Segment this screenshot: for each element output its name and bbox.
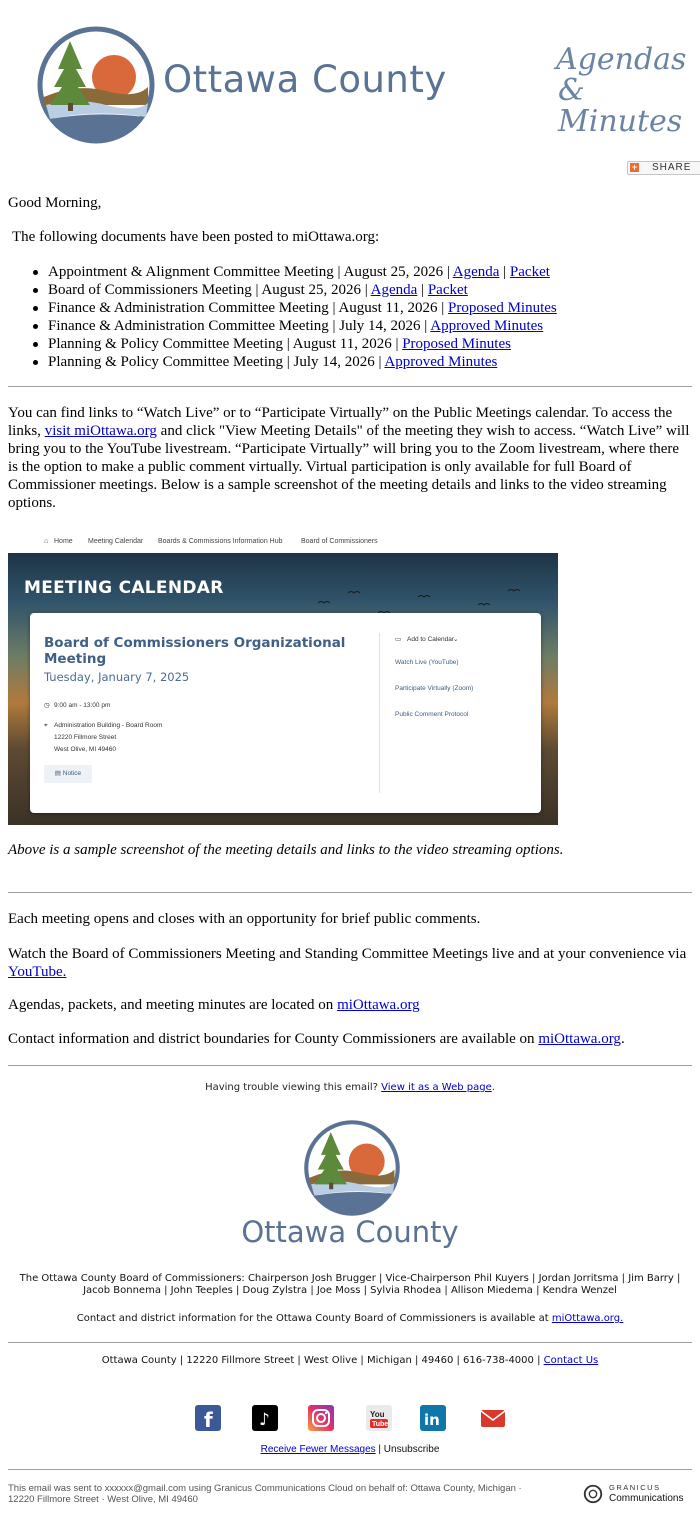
location-icon: ⌖: [44, 722, 48, 729]
doc-text: Finance & Administration Committee Meeting | August 11, 2026 |: [48, 300, 449, 316]
agendas-text: Agendas, packets, and meeting minutes are located on: [8, 997, 338, 1013]
notice-label: Notice: [62, 770, 82, 777]
ottawa-county-logo: [36, 25, 156, 145]
contact-paragraph: [8, 1031, 625, 1048]
board-line1: The Ottawa County Board of Commissioners: Chairperson Josh Brugger | Vice-Chairperson Phil Kuyers | Jordan Jorritsma | Jim Barry |: [19, 1273, 681, 1284]
divider: [8, 386, 692, 387]
list-item: [48, 281, 557, 299]
document-icon: ▤: [54, 770, 63, 777]
sent-line2: 12220 Fillmore Street · West Olive, MI 49460: [8, 1494, 198, 1505]
minutes-link[interactable]: Proposed Minutes: [402, 336, 511, 352]
granicus-bottom: Communications: [609, 1493, 684, 1504]
svg-text:in: in: [424, 1411, 440, 1429]
divider: [8, 1342, 692, 1343]
list-item: [48, 353, 557, 371]
divider: [8, 892, 692, 893]
list-item: [48, 263, 557, 281]
meeting-title: Board of Commissioners Organizational Meeting: [44, 635, 346, 667]
youtube-link[interactable]: YouTube.: [8, 964, 67, 980]
packet-link[interactable]: Packet: [427, 282, 468, 298]
receive-fewer-link[interactable]: Receive Fewer Messages: [260, 1444, 376, 1455]
sample-meeting-screenshot: [8, 530, 558, 825]
public-comments-note: Each meeting opens and closes with an opportunity for brief public comments.: [8, 911, 481, 927]
period: .: [620, 1031, 625, 1047]
agenda-link[interactable]: Agenda: [452, 264, 500, 280]
notice-button: [44, 765, 92, 783]
web-page-link[interactable]: View it as a Web page: [381, 1082, 492, 1093]
screenshot-nav: [8, 530, 558, 553]
address-text: Ottawa County | 12220 Fillmore Street | West Olive | Michigan | 49460 | 616-738-4000 |: [101, 1355, 544, 1366]
list-item: [48, 299, 557, 317]
youtube-paragraph: [8, 945, 692, 981]
tagline-line2: & Minutes: [558, 73, 683, 139]
card-divider: [379, 633, 380, 793]
agenda-link[interactable]: Agenda: [370, 282, 418, 298]
meeting-location: Administration Building - Board Room: [54, 722, 163, 729]
contact-text: Contact information and district boundaries for County Commissioners are available on: [8, 1031, 539, 1047]
visit-miottawa-link[interactable]: visit miOttawa.org: [44, 423, 157, 439]
participate-virtually-link: Participate Virtually (Zoom): [395, 685, 474, 692]
doc-text: Planning & Policy Committee Meeting | August 11, 2026 |: [48, 336, 403, 352]
contact-text: Contact and district information for the Ottawa County Board of Commissioners is available at: [76, 1313, 552, 1324]
contact-us-link[interactable]: Contact Us: [543, 1355, 599, 1366]
watch-text: You can find links to “Watch Live” or to “Participate Virtually” on the Public Meetings calendar. To access the links,: [8, 405, 673, 439]
greeting: Good Morning,: [8, 195, 102, 211]
sent-line1: This email was sent to xxxxxx@gmail.com using Granicus Communications Cloud on behalf of: Ottawa County, Michigan ·: [8, 1483, 522, 1494]
subscription-links: [0, 1444, 700, 1455]
miottawa-link[interactable]: miOttawa.org: [538, 1031, 621, 1047]
county-name: Ottawa County: [163, 58, 447, 101]
meeting-date: Tuesday, January 7, 2025: [44, 670, 190, 684]
email-header: [0, 0, 700, 160]
facebook-icon[interactable]: [195, 1405, 221, 1431]
share-button[interactable]: [627, 161, 700, 175]
doc-text: Planning & Policy Committee Meeting | July 14, 2026 |: [48, 354, 385, 370]
watch-live-link: Watch Live (YouTube): [395, 659, 459, 666]
home-icon: ⌂: [44, 538, 49, 545]
granicus-logo: [582, 1483, 697, 1507]
county-address: [0, 1355, 700, 1366]
nav-hub: Boards & Commissions Information Hub: [158, 538, 283, 545]
doc-text: Appointment & Alignment Committee Meeting | August 25, 2026 |: [48, 264, 453, 280]
footer-county-name: Ottawa County: [241, 1215, 459, 1249]
minutes-link[interactable]: Proposed Minutes: [448, 300, 557, 316]
minutes-link[interactable]: Approved Minutes: [430, 318, 544, 334]
agendas-paragraph: [8, 997, 420, 1014]
granicus-icon: [582, 1483, 604, 1505]
svg-text:Tube: Tube: [372, 1421, 389, 1428]
watch-live-paragraph: [8, 404, 692, 512]
period: .: [491, 1082, 495, 1093]
linkedin-icon[interactable]: [420, 1405, 446, 1431]
svg-text:♪: ♪: [259, 1410, 270, 1430]
miottawa-link[interactable]: miOttawa.org.: [551, 1313, 624, 1324]
separator: |: [499, 264, 510, 280]
minutes-link[interactable]: Approved Minutes: [384, 354, 498, 370]
meeting-city: West Olive, MI 49460: [54, 746, 117, 753]
ottawa-county-footer-logo: [303, 1119, 401, 1217]
clock-icon: ◷: [44, 702, 50, 709]
doc-text: Board of Commissioners Meeting | August 25, 2026 |: [48, 282, 371, 298]
nav-calendar: Meeting Calendar: [88, 538, 144, 545]
separator: |: [417, 282, 428, 298]
svg-text:You: You: [370, 1410, 385, 1419]
divider: [8, 1469, 692, 1470]
divider: [8, 1065, 692, 1066]
tiktok-icon[interactable]: [252, 1405, 278, 1431]
doc-text: Finance & Administration Committee Meeting | July 14, 2026 |: [48, 318, 431, 334]
board-contact: [0, 1313, 700, 1324]
miottawa-link[interactable]: miOttawa.org: [337, 997, 420, 1013]
youtube-text: Watch the Board of Commissioners Meeting and Standing Committee Meetings live and at your convenience via: [8, 946, 687, 962]
add-to-calendar: Add to Calendar: [407, 636, 454, 643]
agendas-minutes-wordmark: [556, 44, 696, 137]
nav-home: Home: [54, 538, 73, 545]
tagline-line1: Agendas: [556, 42, 687, 77]
instagram-icon[interactable]: [308, 1405, 334, 1431]
public-comment-protocol-link: Public Comment Protocol: [395, 711, 469, 718]
social-links: [0, 1405, 700, 1435]
list-item: [48, 335, 557, 353]
meeting-street: 12220 Fillmore Street: [54, 734, 117, 741]
sent-info: [8, 1483, 568, 1505]
nav-board: Board of Commissioners: [301, 538, 378, 545]
meeting-details-card: [30, 613, 541, 813]
intro-text: The following documents have been posted to miOttawa.org:: [12, 229, 380, 245]
list-item: [48, 317, 557, 335]
calendar-icon: ▭: [395, 636, 402, 643]
screenshot-caption: Above is a sample screenshot of the meeting details and links to the video streaming options.: [8, 842, 564, 858]
svg-text:f: f: [204, 1408, 213, 1431]
packet-link[interactable]: Packet: [509, 264, 550, 280]
plus-icon: +: [631, 162, 638, 172]
meeting-time: 9:00 am - 13:00 pm: [54, 702, 111, 709]
board-members: [0, 1273, 700, 1297]
document-list: [48, 263, 557, 371]
granicus-top: GRANICUS: [609, 1483, 661, 1492]
chevron-down-icon: ⌄: [453, 636, 459, 643]
youtube-icon[interactable]: [366, 1405, 392, 1431]
unsubscribe-link[interactable]: | Unsubscribe: [375, 1444, 440, 1455]
board-line2: Jacob Bonnema | John Teeples | Doug Zylstra | Joe Moss | Sylvia Rhodea | Allison Miedema | Kendra Wenzel: [83, 1285, 617, 1296]
trouble-viewing: [0, 1082, 700, 1093]
email-icon[interactable]: [480, 1405, 506, 1431]
watch-text: and click "View Meeting Details" of the meeting they wish to access. “Watch Live” will bring you to the YouTube livestream. “Participate Virtually” will bring you to the Zoom livestream, where there is the option to make a public comment virtually. Virtual participation is only available for full Board of Commissioner meetings. Below is a sample screenshot of the meeting details and links to the video streaming options.: [8, 423, 690, 511]
share-label: SHARE: [652, 162, 692, 173]
trouble-text: Having trouble viewing this email?: [205, 1082, 382, 1093]
meeting-calendar-banner: MEETING CALENDAR: [24, 578, 224, 598]
